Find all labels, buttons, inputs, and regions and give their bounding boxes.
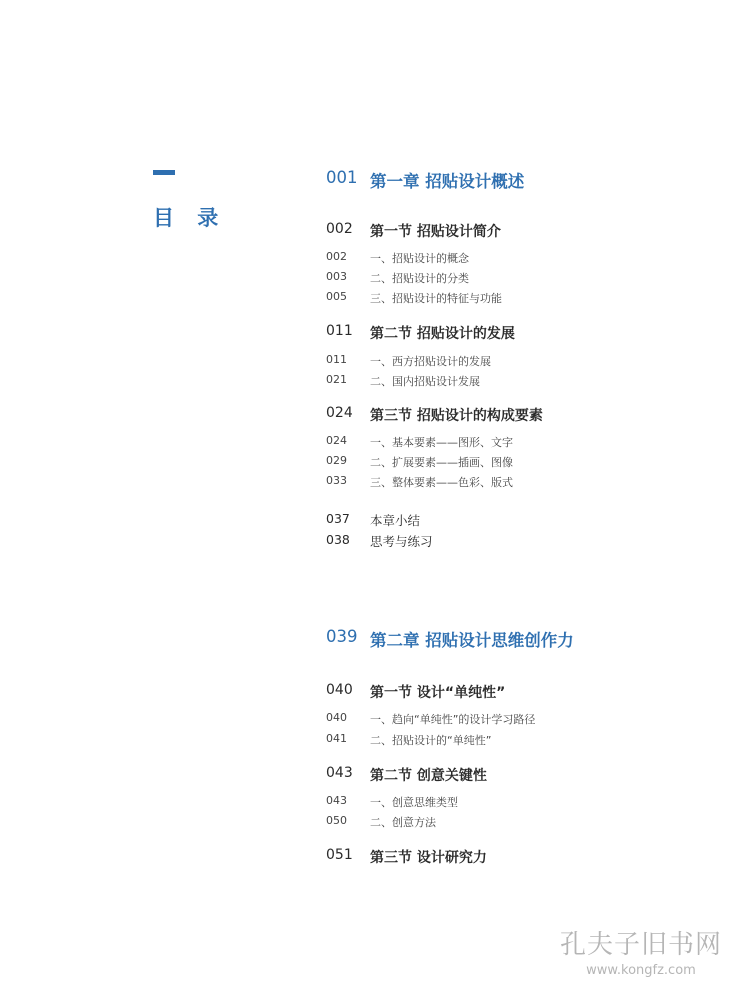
page-number: 040 <box>326 682 353 698</box>
page-number: 005 <box>326 290 347 303</box>
watermark-url: www.kongfz.com <box>586 963 696 978</box>
toc-heading: 目 录 <box>153 206 227 230</box>
subsection-title: 二、招贴设计的“单纯性” <box>370 734 492 747</box>
section-title: 第一节 设计“单纯性” <box>370 685 506 701</box>
page-number: 043 <box>326 794 347 807</box>
page-number: 011 <box>326 353 347 366</box>
section-title: 第一节 招贴设计简介 <box>370 224 501 240</box>
subsection-title: 二、创意方法 <box>370 816 436 829</box>
watermark <box>556 924 726 978</box>
page-number: 002 <box>326 221 353 237</box>
page-number: 029 <box>326 454 347 467</box>
subsection-title: 一、招贴设计的概念 <box>370 252 469 265</box>
section-title: 第二节 创意关键性 <box>370 768 487 784</box>
chapter-title: 第一章 招贴设计概述 <box>370 172 525 191</box>
subsection-title: 二、招贴设计的分类 <box>370 272 469 285</box>
page-number: 051 <box>326 847 353 863</box>
page-number: 024 <box>326 434 347 447</box>
watermark-name: 孔夫子旧书网 <box>559 930 722 960</box>
subsection-title: 一、创意思维类型 <box>370 796 458 809</box>
exercises-title: 思考与练习 <box>370 534 433 549</box>
chapter-title: 第二章 招贴设计思维创作力 <box>370 631 574 650</box>
page-number: 039 <box>326 627 358 646</box>
page-number: 041 <box>326 732 347 745</box>
page-number: 024 <box>326 405 353 421</box>
page-number: 043 <box>326 765 353 781</box>
subsection-title: 二、国内招贴设计发展 <box>370 375 480 388</box>
subsection-title: 一、西方招贴设计的发展 <box>370 355 491 368</box>
section-title: 第三节 招贴设计的构成要素 <box>370 408 543 424</box>
subsection-title: 一、基本要素——图形、文字 <box>370 436 513 449</box>
subsection-title: 一、趋向“单纯性”的设计学习路径 <box>370 713 536 726</box>
section-title: 第二节 招贴设计的发展 <box>370 326 515 342</box>
page-number: 037 <box>326 511 350 526</box>
section-title: 第三节 设计研究力 <box>370 850 487 866</box>
page-number: 003 <box>326 270 347 283</box>
page-number: 050 <box>326 814 347 827</box>
page-number: 001 <box>326 168 358 187</box>
subsection-title: 二、扩展要素——插画、图像 <box>370 456 513 469</box>
page-number: 002 <box>326 250 347 263</box>
subsection-title: 三、招贴设计的特征与功能 <box>370 292 502 305</box>
accent-bar <box>153 170 175 175</box>
subsection-title: 三、整体要素——色彩、版式 <box>370 476 513 489</box>
page-number: 040 <box>326 711 347 724</box>
page-number: 021 <box>326 373 347 386</box>
page-number: 033 <box>326 474 347 487</box>
summary-title: 本章小结 <box>370 513 421 528</box>
page-number: 011 <box>326 323 353 339</box>
page-number: 038 <box>326 532 350 547</box>
